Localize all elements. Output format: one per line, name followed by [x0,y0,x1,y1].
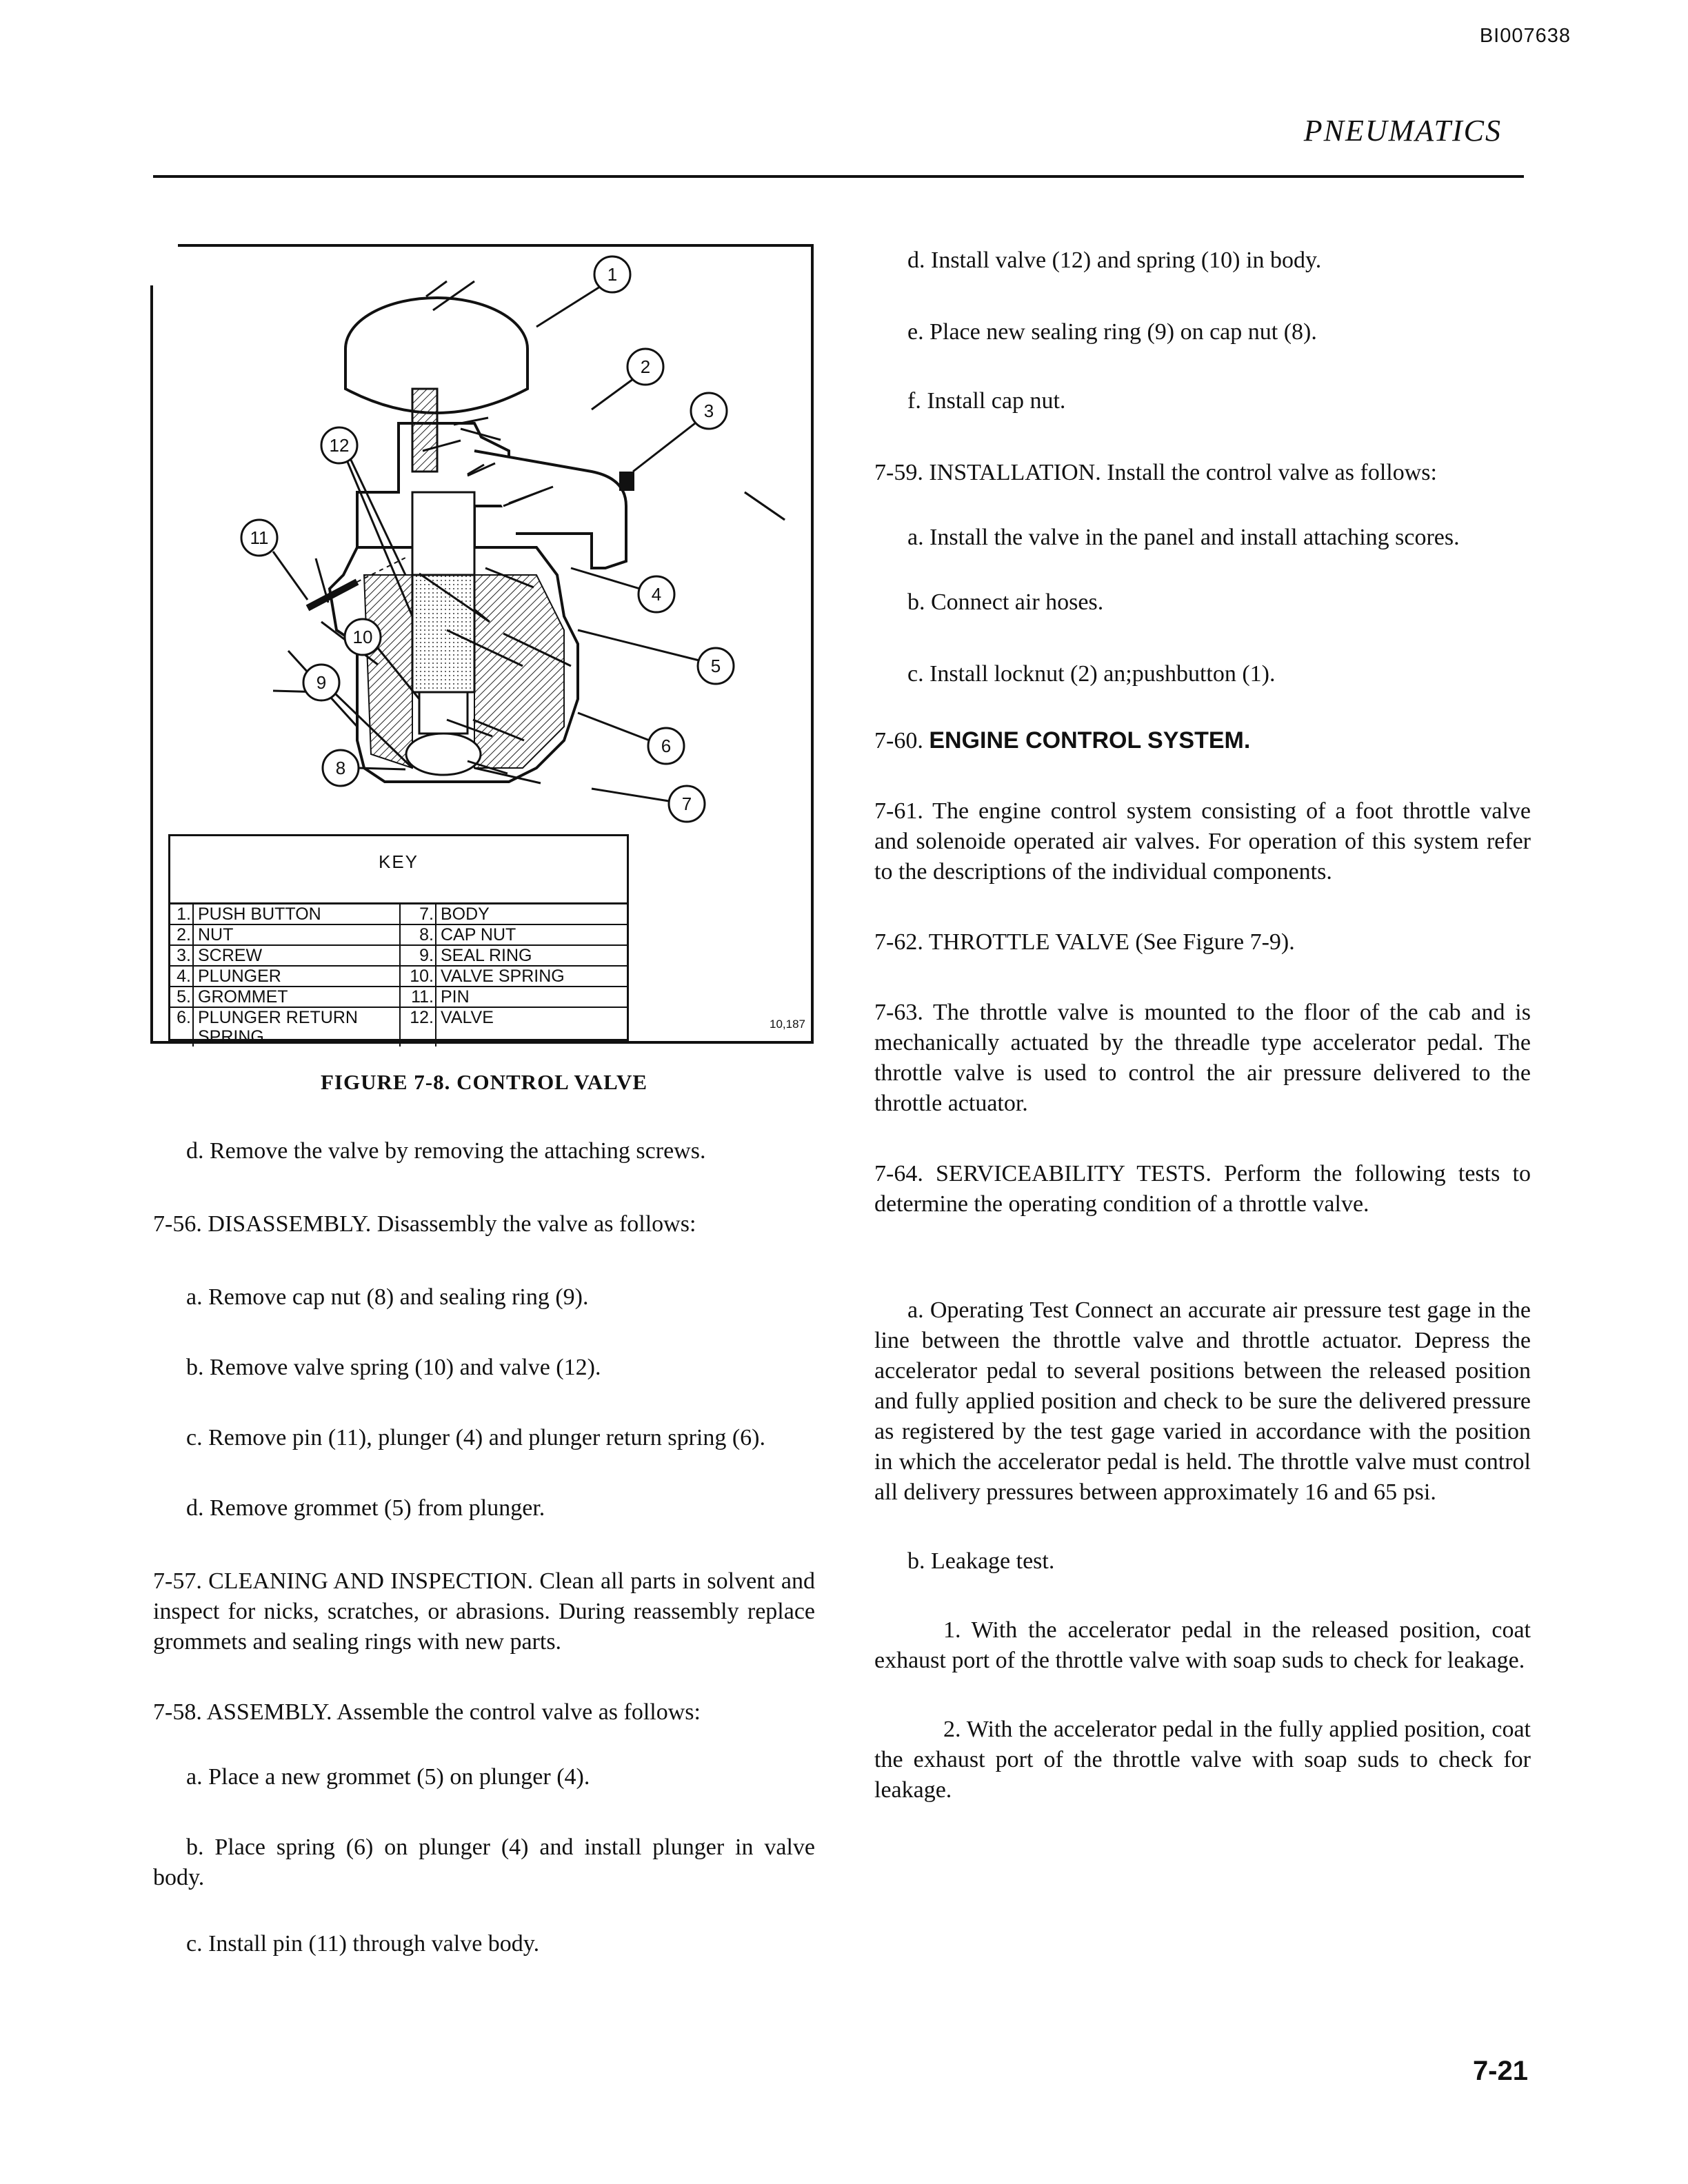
callout-label: 12 [329,435,350,456]
key-label: NUT [194,925,401,944]
key-number: 7. [401,904,436,924]
key-number: 6. [170,1008,194,1046]
paragraph: c. Install locknut (2) an;pushbutton (1). [907,661,1276,687]
control-valve-drawing [150,244,814,837]
callout-label: 1 [607,264,618,285]
key-row [170,925,627,946]
paragraph: 7-62. THROTTLE VALVE (See Figure 7-9). [874,929,1295,955]
parts-key-table [168,834,629,1046]
page-number: 7-21 [1472,2056,1528,2086]
key-row [170,904,627,925]
paragraph: d. Remove the valve by removing the attaching screws. [186,1138,706,1164]
left-column [153,1136,815,1959]
section-title: PNEUMATICS [1303,114,1502,148]
key-number: 4. [170,967,194,986]
callout-label: 2 [640,356,651,377]
heading-number: 7-60. [874,728,923,754]
key-title: KEY [378,851,419,872]
key-label: PLUNGER [194,967,401,986]
key-number: 2. [170,925,194,944]
paragraph: 1. With the accelerator pedal in the released position, coat exhaust port of the throttle valve with soap suds to check for leakage. [874,1617,1531,1673]
paragraph: f. Install cap nut. [907,388,1066,414]
paragraph: a. Remove cap nut (8) and sealing ring (9). [186,1284,589,1310]
paragraph: 7-64. SERVICEABILITY TESTS. Perform the following tests to determine the operating condition of a throttle valve. [874,1161,1531,1217]
key-number: 8. [401,925,436,944]
key-number: 3. [170,946,194,965]
header-rule [153,175,1524,178]
callout-label: 6 [661,736,672,756]
right-column [874,245,1531,1806]
paragraph: e. Place new sealing ring (9) on cap nut (8). [907,319,1317,345]
figure-code: 10,187 [770,1018,805,1031]
callout-label: 4 [651,584,662,605]
paragraph: 7-59. INSTALLATION. Install the control valve as follows: [874,460,1437,485]
paragraph: a. Install the valve in the panel and install attaching scores. [907,525,1460,550]
key-row [170,1008,627,1046]
callout-label: 10 [352,627,373,647]
paragraph: 7-58. ASSEMBLY. Assemble the control valve as follows: [153,1699,701,1725]
key-grid [170,902,627,1046]
key-label: VALVE [441,1008,494,1027]
key-label: CAP NUT [441,925,516,944]
paragraph: 7-57. CLEANING AND INSPECTION. Clean all parts in solvent and inspect for nicks, scratches, or abrasions. During reassembly replace grommets and sealing rings with new parts. [153,1568,815,1655]
paragraph: b. Leakage test. [907,1548,1055,1574]
paragraph: c. Remove pin (11), plunger (4) and plunger return spring (6). [186,1425,766,1450]
callout-label: 9 [316,672,327,693]
key-number: 10. [401,967,436,986]
paragraph: d. Remove grommet (5) from plunger. [186,1495,545,1521]
document-id: BI007638 [1479,25,1571,47]
key-label: BODY [441,904,490,924]
callout-label: 11 [250,527,269,548]
paragraph: a. Operating Test Connect an accurate air pressure test gage in the line between the throttle valve and throttle actuator. Depress the accelerator pedal to several positions between the released position and fully applied position and check to be sure the delivered pressure as registered by the test gage varied in accordance with the position in which the accelerator pedal is held. The throttle valve must control all delivery pressures between approximately 16 and 65 psi. [874,1297,1531,1505]
paragraph: c. Install pin (11) through valve body. [186,1931,540,1957]
paragraph: d. Install valve (12) and spring (10) in body. [907,247,1322,273]
key-row [170,987,627,1008]
paragraph: b. Place spring (6) on plunger (4) and install plunger in valve body. [153,1834,815,1890]
key-row [170,967,627,987]
paragraph: 2. With the accelerator pedal in the fully applied position, coat the exhaust port of the throttle valve with soap suds to check for leakage. [874,1717,1531,1803]
key-number: 9. [401,946,436,965]
paragraph: a. Place a new grommet (5) on plunger (4). [186,1764,590,1790]
paragraph: b. Connect air hoses. [907,589,1104,615]
key-number: 1. [170,904,194,924]
key-label: PIN [441,987,470,1007]
key-number: 5. [170,987,194,1007]
key-label: GROMMET [194,987,401,1007]
control-valve-figure [150,244,814,1044]
key-label: SEAL RING [441,946,532,965]
key-label: VALVE SPRING [441,967,565,986]
callout-label: 7 [681,793,692,814]
callout-label: 5 [710,656,721,676]
callout-label: 8 [335,758,346,778]
key-number: 11. [401,987,436,1007]
figure-caption: FIGURE 7-8. CONTROL VALVE [320,1070,648,1094]
callout-label: 3 [703,401,714,421]
key-number: 12. [401,1008,436,1046]
section-heading [874,725,1531,756]
key-label: PLUNGER RETURN SPRING [194,1008,401,1046]
paragraph: b. Remove valve spring (10) and valve (12). [186,1355,601,1380]
paragraph: 7-63. The throttle valve is mounted to the floor of the cab and is mechanically actuated by the threadle type accelerator pedal. The throttle valve is used to control the air pressure delivered to the throttle actuator. [874,1000,1531,1116]
key-row [170,946,627,967]
heading-title: ENGINE CONTROL SYSTEM. [929,727,1251,754]
paragraph: 7-56. DISASSEMBLY. Disassembly the valve as follows: [153,1211,696,1237]
key-label: SCREW [194,946,401,965]
paragraph: 7-61. The engine control system consisting of a foot throttle valve and solenoide operated air valves. For operation of this system refer to the descriptions of the individual components. [874,798,1531,884]
key-label: PUSH BUTTON [194,904,401,924]
